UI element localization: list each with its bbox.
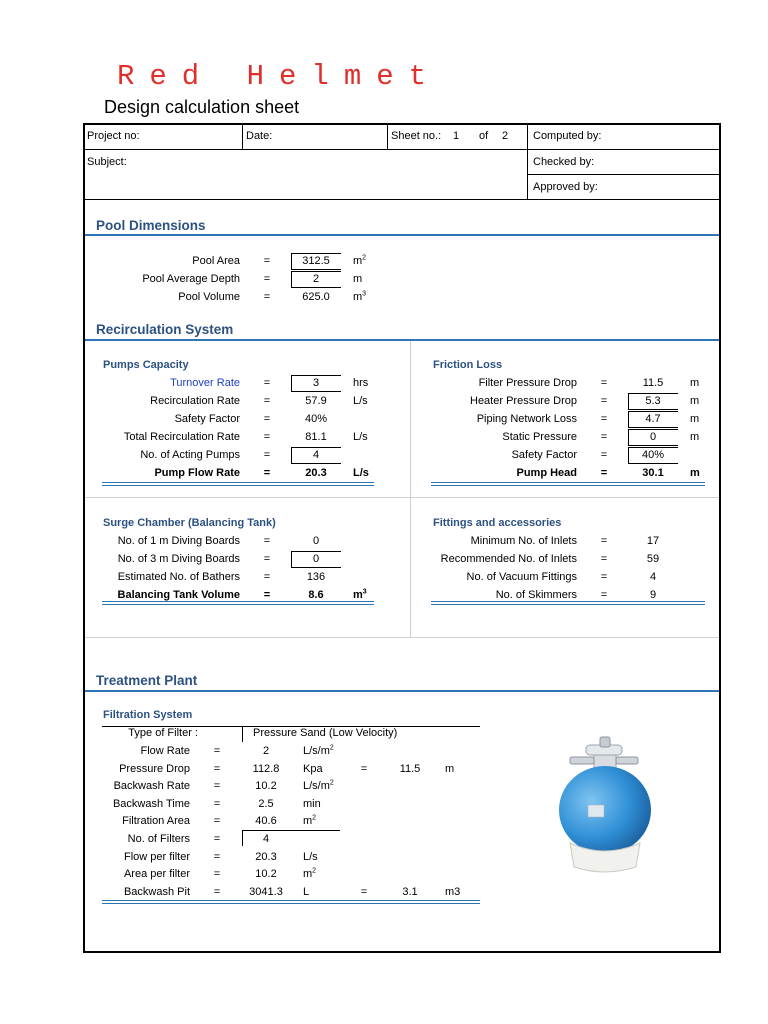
filtration-label: Backwash Pit xyxy=(123,885,190,898)
friction-equals: = xyxy=(600,377,608,389)
pumps-value: 57.9 xyxy=(305,395,327,407)
fittings-label: No. of Skimmers xyxy=(495,589,577,601)
pumps-value: 40% xyxy=(304,413,328,425)
friction-value: 4.7 xyxy=(645,413,661,425)
recirculation-heading: Recirculation System xyxy=(96,322,234,337)
pool-unit: $m^2$ xyxy=(353,254,367,267)
friction-equals: = xyxy=(600,431,608,443)
friction-equals: = xyxy=(600,413,608,425)
friction-row xyxy=(0,375,768,391)
filtration-label: Backwash Rate xyxy=(113,780,190,793)
friction-equals: = xyxy=(600,467,608,479)
friction-label: Piping Network Loss xyxy=(476,413,577,425)
filtration-label: Filtration Area xyxy=(122,815,190,828)
filter-type-value: Pressure Sand (Low Velocity) xyxy=(253,727,398,739)
fittings-equals: = xyxy=(600,589,608,601)
filtration-value: 2.5 xyxy=(258,797,274,810)
filtration-unit: Kpa xyxy=(303,762,323,775)
fittings-label: Recommended No. of Inlets xyxy=(440,553,577,565)
filtration-system-heading: Filtration System xyxy=(103,709,193,721)
pool-row xyxy=(0,289,768,305)
checked-by-label: Checked by: xyxy=(533,156,595,168)
surge-value: 136 xyxy=(306,571,326,583)
friction-label: Heater Pressure Drop xyxy=(470,395,577,407)
friction-value: 0 xyxy=(649,431,657,443)
fittings-value: 9 xyxy=(649,589,657,601)
pool-equals: = xyxy=(263,291,271,303)
filtration-unit-2: m3 xyxy=(445,885,461,898)
pumps-equals: = xyxy=(263,377,271,389)
pool-row xyxy=(0,253,768,269)
surge-value: 0 xyxy=(312,535,320,547)
filtration-label: Pressure Drop xyxy=(119,762,190,775)
pool-value: 312.5 xyxy=(302,255,330,267)
pumps-equals: = xyxy=(263,431,271,443)
filtration-value: 10.2 xyxy=(255,780,277,793)
friction-label: Static Pressure xyxy=(502,431,577,443)
project-no-label: Project no: xyxy=(87,130,140,142)
pumps-unit: L/s xyxy=(353,467,369,479)
surge-value: 0 xyxy=(312,553,320,565)
friction-unit: m xyxy=(690,467,700,479)
filtration-unit: L xyxy=(303,885,310,898)
sheet-of-label: of xyxy=(479,130,489,142)
date-label: Date: xyxy=(246,130,273,142)
pumps-label: Recirculation Rate xyxy=(150,395,240,407)
pumps-equals: = xyxy=(263,467,271,479)
sheet-total-value: 2 xyxy=(502,130,509,142)
friction-row xyxy=(0,429,768,445)
friction-row xyxy=(0,447,768,463)
pumps-label: Safety Factor xyxy=(174,413,240,425)
pumps-equals: = xyxy=(263,395,271,407)
sand-filter-image xyxy=(550,735,660,875)
filtration-equals: = xyxy=(213,745,221,757)
pool-unit: m xyxy=(353,273,363,285)
filtration-equals: = xyxy=(213,762,221,775)
fittings-row xyxy=(0,551,768,567)
surge-chamber-heading: Surge Chamber (Balancing Tank) xyxy=(103,517,276,529)
fittings-value: 59 xyxy=(646,553,660,565)
filtration-value-2: 11.5 xyxy=(399,762,421,775)
friction-loss-heading: Friction Loss xyxy=(433,359,503,371)
friction-value: 11.5 xyxy=(642,377,664,389)
filtration-equals: = xyxy=(213,797,221,810)
filtration-value: 3041.3 xyxy=(249,885,283,898)
page-subtitle: Design calculation sheet xyxy=(104,97,300,117)
pumps-value: 3 xyxy=(312,377,320,389)
pool-label: Pool Area xyxy=(192,255,240,267)
pumps-equals: = xyxy=(263,449,271,461)
fittings-label: No. of Vacuum Fittings xyxy=(466,571,577,583)
pumps-label: Pump Flow Rate xyxy=(154,467,240,479)
subject-label: Subject: xyxy=(87,156,127,168)
pool-row xyxy=(0,271,768,287)
filtration-equals: = xyxy=(213,885,221,898)
surge-unit: $m^3$ xyxy=(353,588,367,601)
pumps-capacity-heading: Pumps Capacity xyxy=(103,359,189,371)
approved-by-label: Approved by: xyxy=(533,181,598,193)
treatment-plant-heading: Treatment Plant xyxy=(96,673,198,688)
surge-label: Balancing Tank Volume xyxy=(117,589,240,601)
filtration-unit: $m^2$ xyxy=(303,867,317,881)
filtration-equals: = xyxy=(213,815,221,828)
friction-label: Pump Head xyxy=(516,467,577,479)
surge-equals: = xyxy=(263,553,271,565)
filtration-unit: L/s xyxy=(303,850,318,863)
pumps-unit: L/s xyxy=(353,395,368,407)
friction-unit: m xyxy=(690,395,700,407)
pool-unit: $m^3$ xyxy=(353,290,367,303)
fittings-equals: = xyxy=(600,535,608,547)
filtration-value: 2 xyxy=(262,745,270,757)
filtration-unit-2: m xyxy=(445,762,455,775)
pumps-label: Turnover Rate xyxy=(170,377,240,389)
pool-equals: = xyxy=(263,273,271,285)
filtration-label: Flow per filter xyxy=(123,850,190,863)
pool-value: 625.0 xyxy=(302,291,330,303)
fittings-equals: = xyxy=(600,553,608,565)
surge-label: No. of 1 m Diving Boards xyxy=(117,535,240,547)
computed-by-label: Computed by: xyxy=(533,130,602,142)
filtration-unit: $L/s/m^2$ xyxy=(303,744,334,757)
friction-row xyxy=(0,393,768,409)
filtration-label: No. of Filters xyxy=(127,833,190,845)
filter-type-label: Type of Filter : xyxy=(128,727,198,739)
filtration-value: 4 xyxy=(262,833,270,845)
filtration-row xyxy=(0,884,768,900)
friction-unit: m xyxy=(690,377,700,389)
pumps-value: 81.1 xyxy=(305,431,327,443)
filtration-value: 112.8 xyxy=(252,762,280,775)
pool-label: Pool Average Depth xyxy=(142,273,240,285)
surge-label: Estimated No. of Bathers xyxy=(117,571,240,583)
fittings-label: Minimum No. of Inlets xyxy=(470,535,577,547)
friction-label: Filter Pressure Drop xyxy=(478,377,577,389)
fittings-row xyxy=(0,533,768,549)
filtration-equals-2: = xyxy=(360,762,368,775)
friction-equals: = xyxy=(600,449,608,461)
filtration-unit: min xyxy=(303,797,321,810)
fittings-value: 4 xyxy=(649,571,657,583)
filtration-unit: $m^2$ xyxy=(303,814,317,828)
filtration-value: 10.2 xyxy=(255,868,277,881)
fittings-value: 17 xyxy=(646,535,660,547)
pumps-unit: hrs xyxy=(353,377,369,389)
filtration-value: 20.3 xyxy=(255,850,277,863)
friction-equals: = xyxy=(600,395,608,407)
fittings-heading: Fittings and accessories xyxy=(433,517,562,529)
friction-unit: m xyxy=(690,431,700,443)
friction-value: 30.1 xyxy=(642,467,664,479)
pool-value: 2 xyxy=(312,273,320,285)
filtration-equals: = xyxy=(213,833,221,845)
pumps-value: 20.3 xyxy=(305,467,327,479)
friction-label: Safety Factor xyxy=(511,449,577,461)
friction-value: 40% xyxy=(641,449,665,461)
friction-row xyxy=(0,411,768,427)
filtration-value: 40.6 xyxy=(255,815,277,828)
pumps-value: 4 xyxy=(312,449,320,461)
filtration-equals: = xyxy=(213,780,221,793)
pumps-label: No. of Acting Pumps xyxy=(140,449,240,461)
filtration-equals: = xyxy=(213,850,221,863)
surge-label: No. of 3 m Diving Boards xyxy=(117,553,240,565)
filtration-label: Flow Rate xyxy=(140,745,190,757)
pool-equals: = xyxy=(263,255,271,267)
friction-value: 5.3 xyxy=(645,395,661,407)
sheet-no-label: Sheet no.: xyxy=(391,130,442,142)
filtration-equals-2: = xyxy=(360,885,368,898)
filtration-value-2: 3.1 xyxy=(402,885,418,898)
filtration-unit: $L/s/m^2$ xyxy=(303,779,334,793)
pumps-unit: L/s xyxy=(353,431,368,443)
filtration-label: Backwash Time xyxy=(112,797,190,810)
surge-equals: = xyxy=(263,571,271,583)
friction-row xyxy=(0,465,768,481)
surge-equals: = xyxy=(263,589,271,601)
pumps-label: Total Recirculation Rate xyxy=(123,431,240,443)
surge-value: 8.6 xyxy=(308,589,324,601)
filtration-equals: = xyxy=(213,868,221,881)
pool-label: Pool Volume xyxy=(178,291,240,303)
fittings-equals: = xyxy=(600,571,608,583)
pumps-equals: = xyxy=(263,413,271,425)
sheet-no-value: 1 xyxy=(453,130,460,142)
fittings-row xyxy=(0,569,768,585)
filtration-label: Area per filter xyxy=(123,868,190,881)
brand-title: Red Helmet xyxy=(117,60,442,93)
friction-unit: m xyxy=(690,413,700,425)
pool-dimensions-heading: Pool Dimensions xyxy=(96,218,206,233)
surge-equals: = xyxy=(263,535,271,547)
